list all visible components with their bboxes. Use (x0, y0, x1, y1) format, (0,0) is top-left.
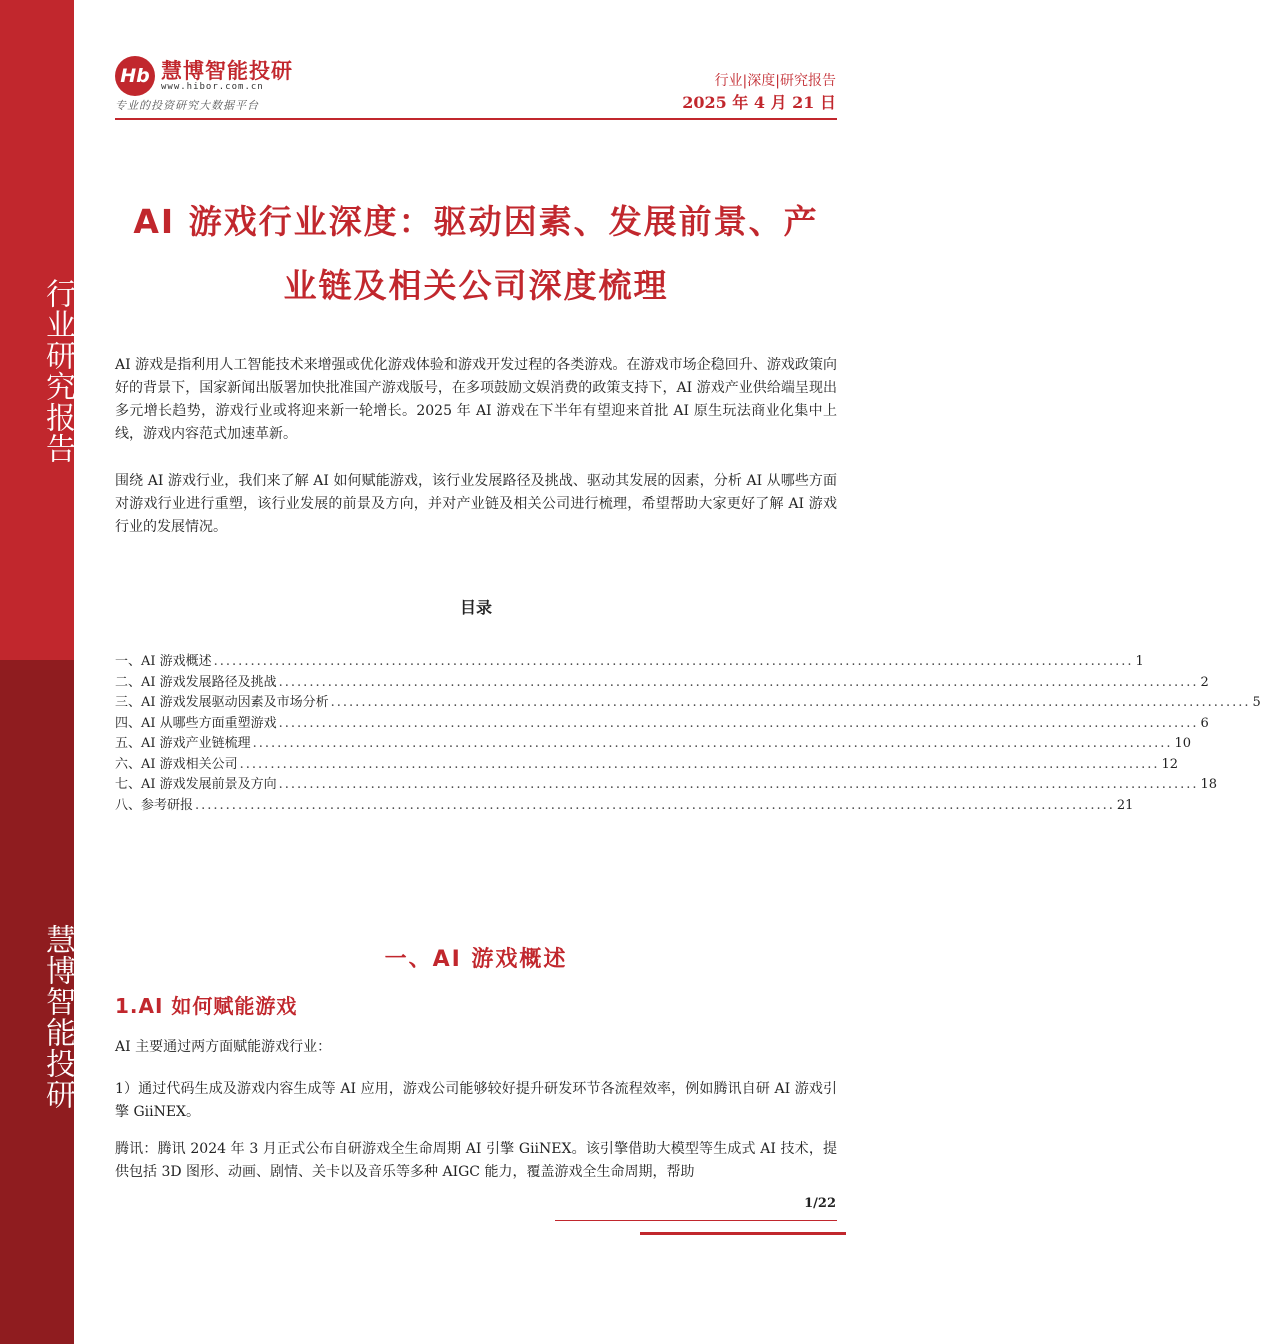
toc-item[interactable] (115, 650, 1144, 671)
body-paragraph-3: 腾讯：腾讯 2024 年 3 月正式公布自研游戏全生命周期 AI 引擎 GiiNEX。该引擎借助大模型等生成式 AI 技术，提供包括 3D 图形、动画、剧情、关卡以及音乐等多种 AIGC 能力，覆盖游戏全生命周期，帮助 (115, 1141, 837, 1180)
header-divider (115, 118, 837, 120)
toc-leader-dots: ...................................................................................................................................................... (330, 695, 1251, 710)
toc-item-label: 六、AI 游戏相关公司 (115, 756, 238, 772)
logo-slogan: 专业的投资研究大数据平台 (115, 99, 259, 112)
toc-leader-dots: ...................................................................................................................................................... (252, 736, 1173, 751)
section-heading: 一、AI 游戏概述 (384, 947, 568, 972)
toc-leader-dots: ...................................................................................................................................................... (278, 674, 1199, 690)
intro-paragraph-1: AI 游戏是指利用人工智能技术来增强或优化游戏体验和游戏开发过程的各类游戏。在游戏市场企稳回升、游戏政策向好的背景下，国家新闻出版署加快批准国产游戏版号，在多项鼓励文娱消费的政策支持下，AI 游戏产业供给端呈现出多元增长趋势，游戏行业或将迎来新一轮增长。2025 年 AI 游戏在下半年有望迎来首批 AI 原生玩法商业化集中上线，游戏内容范式加速革新。 (115, 357, 837, 442)
toc-item[interactable] (115, 712, 1209, 733)
toc-item[interactable] (115, 671, 1209, 692)
toc-item-page: 18 (1200, 777, 1218, 792)
body-paragraph-2: 1）通过代码生成及游戏内容生成等 AI 应用，游戏公司能够较好提升研发环节各流程效率，例如腾讯自研 AI 游戏引擎 GiiNEX。 (115, 1081, 837, 1120)
toc-item-label: 七、AI 游戏发展前景及方向 (115, 777, 277, 792)
footer-divider-thick (640, 1232, 846, 1235)
toc-item[interactable] (115, 753, 1179, 774)
toc-item-label: 四、AI 从哪些方面重塑游戏 (115, 715, 277, 731)
toc-leader-dots: ...................................................................................................................................................... (278, 715, 1199, 731)
toc-leader-dots: ...................................................................................................................................................... (278, 777, 1199, 792)
toc-heading: 目录 (459, 598, 492, 617)
title-line-2: 业链及相关公司深度梳理 (283, 266, 669, 305)
toc-leader-dots: ...................................................................................................................................................... (239, 756, 1160, 772)
toc-item[interactable] (115, 773, 1218, 794)
header-meta (682, 70, 836, 114)
sidebar-top (0, 0, 74, 660)
table-of-contents (115, 650, 1261, 814)
toc-item-page: 5 (1252, 695, 1261, 710)
sidebar-bottom-label: 慧博智能投研 (40, 924, 75, 1110)
intro-paragraph-2: 围绕 AI 游戏行业，我们来了解 AI 如何赋能游戏，该行业发展路径及挑战、驱动其发展的因素，分析 AI 从哪些方面对游戏行业进行重塑，该行业发展的前景及方向，并对产业链及相关公司进行梳理，希望帮助大家更好了解 AI 游戏行业的发展情况。 (115, 473, 837, 535)
toc-item-label: 三、AI 游戏发展驱动因素及市场分析 (115, 695, 329, 710)
toc-item-label: 五、AI 游戏产业链梳理 (115, 736, 251, 751)
toc-item-label: 一、AI 游戏概述 (115, 654, 212, 669)
toc-item-page: 6 (1200, 715, 1209, 731)
toc-item[interactable] (115, 732, 1192, 753)
logo-icon: Hb (115, 56, 155, 96)
logo (115, 56, 293, 96)
toc-item-label: 二、AI 游戏发展路径及挑战 (115, 674, 277, 690)
report-date: 2025 年 4 月 21 日 (682, 93, 836, 112)
logo-url: www.hibor.com.cn (161, 81, 264, 92)
logo-name: 慧博智能投研 (161, 58, 293, 83)
toc-item-label: 八、参考研报 (115, 797, 194, 813)
page-title (115, 190, 837, 318)
toc-item-page: 10 (1174, 736, 1192, 751)
toc-leader-dots: ...................................................................................................................................................... (195, 797, 1115, 813)
title-line-1: AI 游戏行业深度：驱动因素、发展前景、产 (133, 202, 819, 241)
report-category: 行业|深度|研究报告 (714, 73, 836, 89)
footer-divider-thin (555, 1220, 837, 1221)
toc-item-page: 12 (1161, 756, 1179, 772)
page-number: 1/22 (804, 1196, 836, 1211)
body-paragraph-1: AI 主要通过两方面赋能游戏行业： (115, 1039, 332, 1055)
toc-item-page: 2 (1200, 674, 1209, 690)
toc-leader-dots: ...................................................................................................................................................... (213, 654, 1134, 669)
toc-item-page: 1 (1135, 654, 1144, 669)
sidebar-top-label: 行业研究报告 (40, 278, 75, 464)
toc-item-page: 21 (1116, 797, 1134, 813)
toc-item[interactable] (115, 794, 1134, 815)
toc-item[interactable] (115, 691, 1261, 712)
subsection-heading: 1.AI 如何赋能游戏 (115, 994, 298, 1018)
sidebar-bottom (0, 660, 74, 1344)
